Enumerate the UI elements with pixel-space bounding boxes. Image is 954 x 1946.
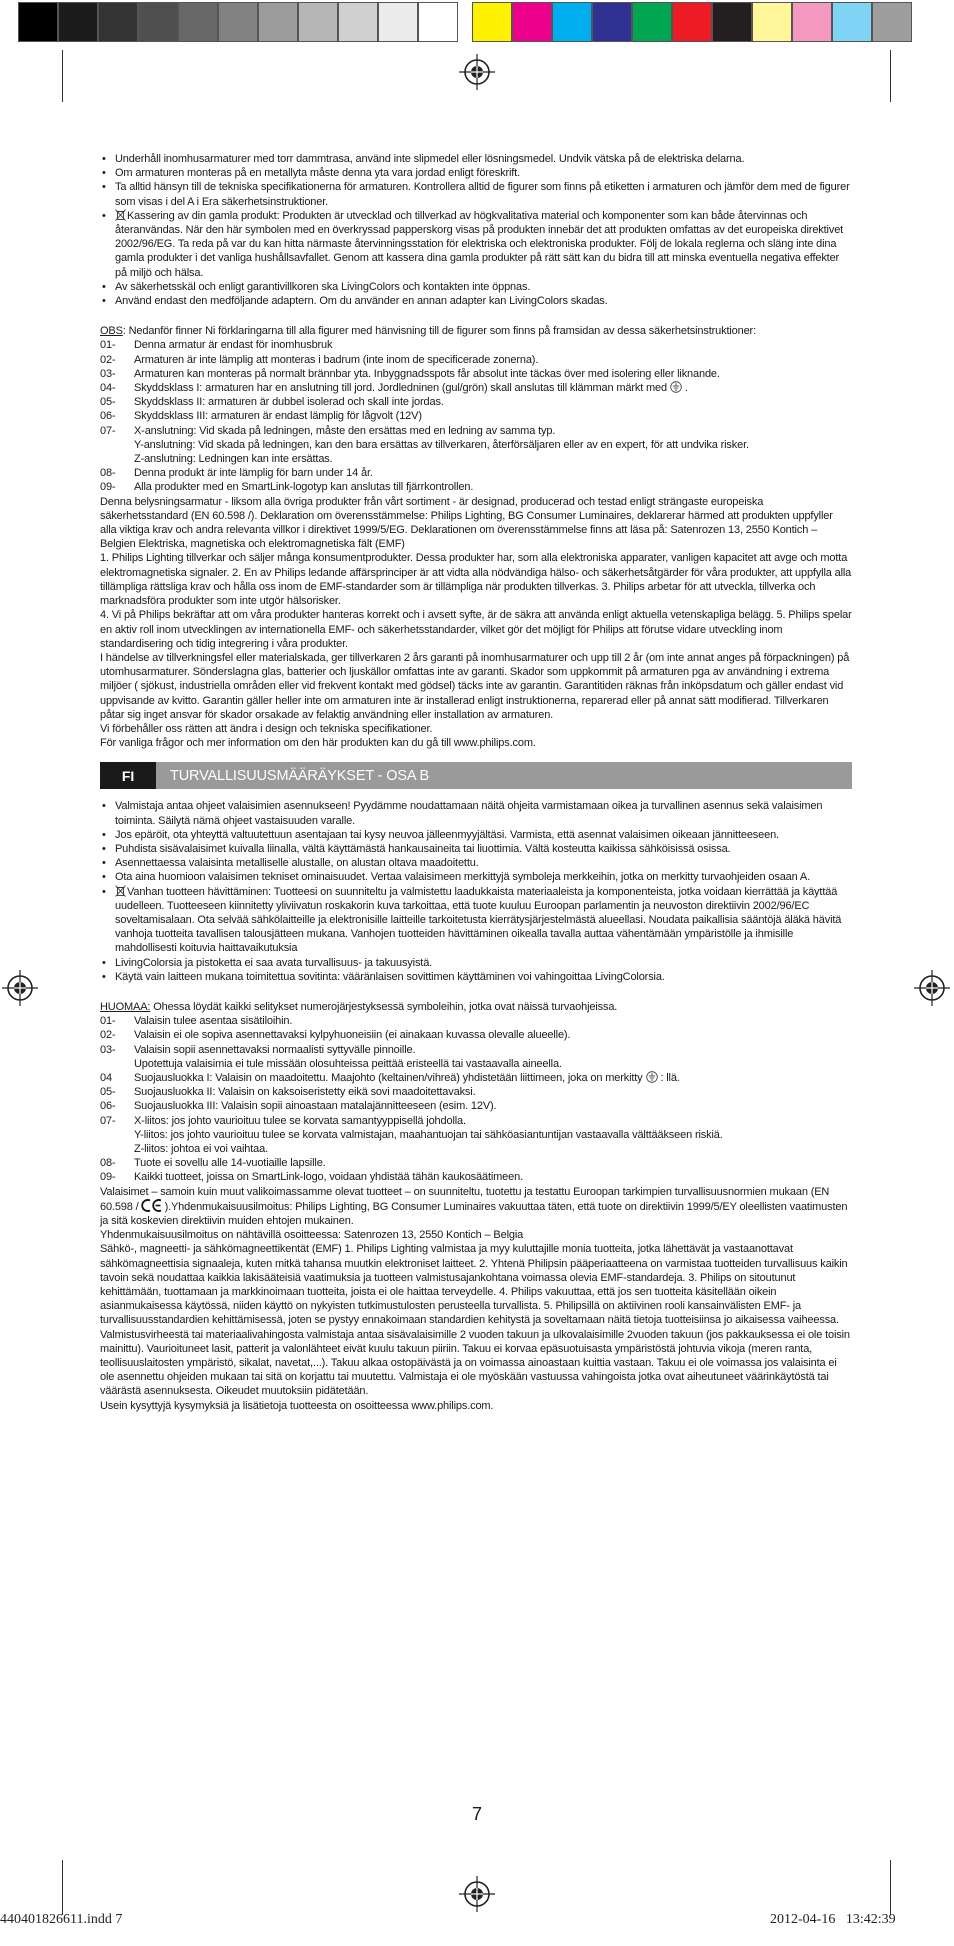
paragraph: Denna belysningsarmatur - liksom alla övriga produkter från vårt sortiment - är designad, producerad och testad enligt strängaste europeiska säkerhetsstandard (EN 60.598 /). Deklaration om överensstämmelse: Philips Lighting, BG Consumer Luminaires, deklarerar härmed att produkten uppfyller alla viktiga krav och andra relevanta villkor i direktivet 1999/5/EG. Deklarationen om överensstämmelse finns att läsa på: Satenrozen 13, 2550 Kontich – Belgien Elektriska, magnetiska och elektromagnetiska fält (EMF) <box>100 495 833 551</box>
footer-filename: 440401826611.indd 7 <box>0 1912 123 1927</box>
sv-symbol-list <box>100 338 852 494</box>
crossed-bin-icon <box>115 209 126 221</box>
color-swatch <box>178 2 218 42</box>
list-item: 08- Tuote ei sovellu alle 14-vuotiaille lapsille. <box>100 1157 326 1170</box>
color-swatch <box>632 2 672 42</box>
language-code: FI <box>100 762 156 789</box>
list-item: • Jos epäröit, ota yhteyttä valtuutettuun asentajaan tai kysy neuvoa jälleenmyyjältäsi. Varmista, että asennat valaisimen oikeaan jännitteeseen. <box>100 828 852 842</box>
paragraph: För vanliga frågor och mer information om den här produkten kan du gå till www.philips.com. <box>100 737 536 750</box>
list-item: 06- Suojausluokka III: Valaisin sopii ainoastaan matalajännitteeseen (esim. 12V). <box>100 1100 497 1113</box>
registration-mark-icon <box>457 1874 497 1914</box>
list-item-continuation: Z-anslutning: Ledningen kan inte ersättas. <box>134 453 333 466</box>
color-swatch <box>258 2 298 42</box>
fi-bullet-list <box>100 799 852 984</box>
color-swatch <box>378 2 418 42</box>
registration-mark-icon <box>0 968 40 1008</box>
sv-paragraphs <box>100 495 852 751</box>
crossed-bin-icon <box>115 885 126 897</box>
color-swatch <box>418 2 458 42</box>
document-body <box>100 152 852 1413</box>
list-item: • LivingColorsia ja pistoketta ei saa avata turvallisuus- ja takuusyistä. <box>100 956 852 970</box>
paragraph: Sähkö-, magneetti- ja sähkömagneettikentät (EMF) 1. Philips Lighting valmistaa ja myy kuluttajille monia tuotteita, jotka lähettävät ja vastaanottavat sähkömagneettisia signaaleja, kuten mitkä tahansa muutkin elektroniset laitteet. 2. Yhtenä Philipsin pääperiaatteena on varmistaa tuotteiden turvallisuus kaikin tavoin sekä noudattaa kaikkia lakisääteisiä vaatimuksia ja tuotteen valmistusajankohtana voimassa olevia EMF-standardeja. 3. Philips on sitoutunut kehittämään, tuottamaan ja markkinoimaan tuotteita, joista ei ole haittaa terveydelle. 4. Philips vakuuttaa, että jos sen tuotteita käsitellään oikein asianmukaisessa käytössä, niiden käyttö on nykyisten tutkimustulosten perusteella turvallista. 5. Philipsillä on aktiivinen rooli kansainvälisten EMF- ja turvallisuusstandardien kehittämisessä, joten se pystyy ennakoimaan standardien kehitystä ja soveltamaan näitä tietoja tuotteisiinsa jo aikaisessa vaiheessa. <box>100 1243 848 1327</box>
paragraph: Vi förbehåller oss rätten att ändra i design och tekniska specifikationer. <box>100 722 433 735</box>
huomaa-label: HUOMAA: <box>100 1000 151 1013</box>
list-item: 02- Valaisin ei ole sopiva asennettavaksi kylpyhuoneisiin (ei ainakaan kuvassa olevalle alueelle). <box>100 1029 571 1042</box>
sv-obs-note <box>100 324 852 338</box>
list-item-text: Vanhan tuotteen hävittäminen: Tuotteesi on suunniteltu ja valmistettu laadukkaista materiaaleista ja komponenteista, jotka voidaan kierrättää ja käyttää uudelleen. Tuotteeseen kiinnitetty yliviivatun roskakorin kuva tarkoittaa, että tuote kuuluu Euroopan parlamentin ja neuvoston direktiivin 2002/96/EC soveltamisalaan. Ota selvää sähkölaitteille ja elektronisille laitteille tarkoitetusta kierrätysjärjestelmästä alueellasi. Noudata paikallisia sääntöjä äläkä hävitä vanhoja tuotteita tavallisen talousjätteen mukana. Vanhojen tuotteiden hävittäminen oikealla tavalla auttaa vähentämään ympäristölle ja ihmisille mahdollisesti koituvia haittavaikutuksia <box>115 885 842 955</box>
ce-mark-icon <box>141 1199 163 1212</box>
paragraph: Usein kysyttyjä kysymyksiä ja lisätietoja tuotteesta on osoitteessa www.philips.com. <box>100 1399 494 1412</box>
list-item: • Valmistaja antaa ohjeet valaisimien asennukseen! Pyydämme noudattamaan näitä ohjeita varmistamaan oikea ja turvallinen asennus sekä valaisimen toiminta. Säilytä nämä ohjeet vastaisuuden varalle. <box>100 799 852 827</box>
list-item <box>100 885 852 956</box>
color-swatch <box>792 2 832 42</box>
list-item: • Av säkerhetsskäl och enligt garantivillkoren ska LivingColors och kontakten inte öppnas. <box>100 280 852 294</box>
obs-label: OBS <box>100 325 123 338</box>
list-item: • Använd endast den medföljande adaptern. Om du använder en annan adapter kan LivingColors skadas. <box>100 294 852 308</box>
color-calibration-bar <box>18 2 912 42</box>
list-item: • Ota aina huomioon valaisimen tekniset ominaisuudet. Vertaa valaisimeen merkittyjä symboleja merkkeihin, jotka on merkitty turvaohjeiden osaan A. <box>100 870 852 884</box>
swatch-gap <box>458 2 472 42</box>
list-item <box>100 209 852 280</box>
obs-text: : Nedanför finner Ni förklaringarna till alla figurer med hänvisning till de figurer som finns på framsidan av dessa säkerhetsinstruktioner: <box>122 325 756 338</box>
fi-symbol-list <box>100 1014 852 1184</box>
list-item-continuation: Y-liitos: jos johto vaurioituu tulee se korvata valmistajan, maahantuojan tai sähköasiantuntijan vastaavalla välttääkseen riskiä. <box>134 1128 723 1141</box>
paragraph: Valaisimet – samoin kuin muut valikoimassamme olevat tuotteet – on suunniteltu, tuotettu ja testattu Euroopan tarkimpien turvallisuusnormien mukaan (EN 60.598 / ).Yhdenmukaisuusilmoitus: Philips Lighting, BG Consumer Luminaires vakuuttaa täten, että tuote on direktiivin 1999/5/EY oleellisten vaatimusten ja sitä koskevien direktiivin muiden ehtojen mukainen. <box>100 1185 848 1228</box>
color-swatch <box>338 2 378 42</box>
list-item: 07- X-anslutning: Vid skada på ledningen, måste den ersättas med en ledning av samma typ. <box>100 424 556 437</box>
paragraph: 1. Philips Lighting tillverkar och säljer många konsumentprodukter. Dessa produkter har, som alla elektroniska apparater, vanligen kapacitet att avge och motta elektromagnetiska signaler. 2. En av Philips ledande affärsprinciper är att vidta alla nödvändiga hälso- och säkerhetsåtgärder för våra produkter, att uppfylla alla tillämpliga rättsliga krav och hålla oss inom de EMF-standarder som är tillämpliga när produkten tillverkas. 3. Philips arbetar för att utveckla, tillverka och marknadsföra produkter som inte utgör hälsorisker. <box>100 552 852 608</box>
earth-ground-icon <box>646 1071 658 1083</box>
registration-mark-icon <box>912 968 952 1008</box>
color-swatch <box>872 2 912 42</box>
list-item: • Puhdista sisävalaisimet kuivalla liinalla, vältä käyttämästä hankausaineita tai liuottimia. Vältä kosteutta kaikissa sähköisissä osissa. <box>100 842 852 856</box>
list-item: 03- Armaturen kan monteras på normalt brännbar yta. Inbyggnadsspots får absolut inte täckas över med isolering eller liknande. <box>100 367 720 380</box>
paragraph: Yhdenmukaisuusilmoitus on nähtävillä osoitteessa: Satenrozen 13, 2550 Kontich – Belgia <box>100 1229 524 1242</box>
color-swatch <box>138 2 178 42</box>
list-item: 04 Suojausluokka I: Valaisin on maadoitettu. Maajohto (keltainen/vihreä) yhdistetään liittimeen, joka on merkitty : llä. <box>100 1071 680 1084</box>
list-item-continuation: Upotettuja valaisimia ei tule missään olosuhteissa peittää eristeellä tai vastaavalla aineella. <box>134 1057 562 1070</box>
list-item-continuation: Y-anslutning: Vid skada på ledningen, kan den bara ersättas av tillverkaren, återförsäljaren eller av en expert, för att undvika risker. <box>134 438 749 451</box>
list-item: 08- Denna produkt är inte lämplig för barn under 14 år. <box>100 467 373 480</box>
list-item: 06- Skyddsklass III: armaturen är endast lämplig för lågvolt (12V) <box>100 410 422 423</box>
color-swatch <box>18 2 58 42</box>
color-swatch <box>552 2 592 42</box>
list-item: 04- Skyddsklass I: armaturen har en anslutning till jord. Jordledninen (gul/grön) skall anslutas till klämman märkt med . <box>100 382 688 395</box>
list-item: • Käytä vain laitteen mukana toimitettua sovitinta: vääränlaisen sovittimen käyttäminen voi vahingoittaa LivingColorsia. <box>100 970 852 984</box>
registration-mark-icon <box>457 52 497 92</box>
list-item: • Underhåll inomhusarmaturer med torr dammtrasa, använd inte slipmedel eller lösningsmedel. Undvik vätska på de elektriska delarna. <box>100 152 852 166</box>
crop-mark <box>890 50 891 102</box>
color-swatch <box>712 2 752 42</box>
color-swatch <box>98 2 138 42</box>
color-swatch <box>298 2 338 42</box>
color-swatch <box>592 2 632 42</box>
list-item-continuation: Z-liitos: johtoa ei voi vaihtaa. <box>134 1143 268 1155</box>
fi-huomaa-note <box>100 1000 852 1014</box>
color-swatch <box>58 2 98 42</box>
list-item-text: Kassering av din gamla produkt: Produkten är utvecklad och tillverkad av högkvalitativa material och komponenter som kan både återvinnas och återanvändas. När den här symbolen med en överkryssad papperskorg visas på produkten innebär det att produkten omfattas av det europeiska direktivet 2002/96/EG. Ta reda på var du kan hitta närmaste återvinningsstation för elektriska och elektroniska produkter. Följ de lokala reglerna och släng inte dina gamla produkter i det vanliga hushållsavfallet. Genom att kassera dina gamla produkter på rätt sätt kan du bidra till att minska eventuella negativa effekter på miljö och hälsa. <box>115 209 844 279</box>
list-item: • Asennettaessa valaisinta metalliselle alustalle, on alustan oltava maadoitettu. <box>100 856 852 870</box>
fi-paragraphs <box>100 1185 852 1413</box>
color-swatch <box>512 2 552 42</box>
list-item: 02- Armaturen är inte lämplig att monteras i badrum (inte inom de specificerade zonerna). <box>100 353 539 366</box>
list-item: 05- Suojausluokka II: Valaisin on kaksoiseristetty eikä sovi maadoitettavaksi. <box>100 1086 476 1099</box>
list-item: 01- Denna armatur är endast för inomhusbruk <box>100 339 333 352</box>
paragraph: Valmistusvirheestä tai materiaalivahingosta valmistaja antaa sisävalaisimille 2 vuoden takuun ja ulkovalaisimille 2vuoden takuun (jos pakkauksessa ei ole toisin mainittu). Vaurioituneet lasit, patterit ja valonlähteet eivät kuulu takuun piiriin. Takuu ei korvaa epäsuotuisasta ympäristöstä johtuvia vikoja (meren ranta, teollisuuslaitosten ympäristö, sikalat, navetat,...). Takuu alkaa ostopäivästä ja on voimassa ainoastaan kuittia vastaan. Takuu ei ole voimassa jos valaisinta ei ole asennettu ohjeiden mukaan tai sitä on korjattu tai muutettu. Valmistaja ei ole myöskään vastuussa vahingoista jotka ovat aiheutuneet väärinkäytöstä tai väärästä asennuksesta. Oikeudet muutoksiin pidätetään. <box>100 1328 850 1398</box>
earth-ground-icon <box>670 381 682 393</box>
color-swatch <box>218 2 258 42</box>
list-item: 01- Valaisin tulee asentaa sisätiloihin. <box>100 1015 293 1028</box>
paragraph: 4. Vi på Philips bekräftar att om våra produkter hanteras korrekt och i avsett syfte, är de säkra att använda enligt aktuella vetenskapliga belägg. 5. Philips spelar en aktiv roll inom utvecklingen av internationella EMF- och säkerhetsstandarder, vilket gör det möjligt för Philips att förutse vidare utveckling inom standardisering och tidig integrering i våra produkter. <box>100 609 852 650</box>
crop-mark <box>62 1860 63 1915</box>
list-item: • Ta alltid hänsyn till de tekniska specifikationerna för armaturen. Kontrollera alltid de figurer som finns på etiketten i armaturen och jämför dem med de figurer som visas i del A i Era säkerhetsinstruktioner. <box>100 180 852 208</box>
crop-mark <box>62 50 63 102</box>
huomaa-text: Ohessa löydät kaikki selitykset numerojärjestyksessä symboleihin, jotka ovat näissä turvaohjeissa. <box>150 1000 618 1013</box>
section-title: TURVALLISUUSMÄÄRÄYKSET - OSA B <box>156 762 852 789</box>
sv-bullet-list <box>100 152 852 308</box>
color-swatch <box>832 2 872 42</box>
color-swatch <box>672 2 712 42</box>
footer-timestamp: 2012-04-16 13:42:39 <box>770 1912 896 1927</box>
color-swatch <box>472 2 512 42</box>
list-item: 09- Kaikki tuotteet, joissa on SmartLink-logo, voidaan yhdistää tähän kaukosäätimeen. <box>100 1171 523 1184</box>
list-item: 09- Alla produkter med en SmartLink-logotyp kan anslutas till fjärrkontrollen. <box>100 481 474 494</box>
list-item: 05- Skyddsklass II: armaturen är dubbel isolerad och skall inte jordas. <box>100 396 444 409</box>
color-swatch <box>752 2 792 42</box>
list-item: 07- X-liitos: jos johto vaurioituu tulee se korvata samantyyppisellä johdolla. <box>100 1114 466 1127</box>
section-header-fi <box>100 762 852 789</box>
list-item: 03- Valaisin sopii asennettavaksi normaalisti syttyvälle pinnoille. <box>100 1043 416 1056</box>
paragraph: I händelse av tillverkningsfel eller materialskada, ger tillverkaren 2 års garanti på inomhusarmaturer och upp till 2 år (om inte annat anges på förpackningen) på utomhusarmaturer. Sönderslagna glas, batterier och ljuskällor omfattas inte av garanti. Skador som uppkommit på armaturen pga av användning i extrema miljöer ( sjökust, industriella områden eller vid frekvent kontakt med gödsel) täcks inte av garantin. Garantitiden räknas från inköpsdatum och gäller endast vid uppvisande av kvitto. Garantin gäller heller inte om armaturen inte är installerad enligt instruktionerna, reparerad eller på annat sätt modifierad. Tillverkaren påtar sig inget ansvar för skador orsakade av felaktig användning eller installation av armaturen. <box>100 651 850 721</box>
crop-mark <box>890 1860 891 1915</box>
list-item: • Om armaturen monteras på en metallyta måste denna yta vara jordad enligt föreskrift. <box>100 166 852 180</box>
page-number: 7 <box>471 1804 482 1824</box>
